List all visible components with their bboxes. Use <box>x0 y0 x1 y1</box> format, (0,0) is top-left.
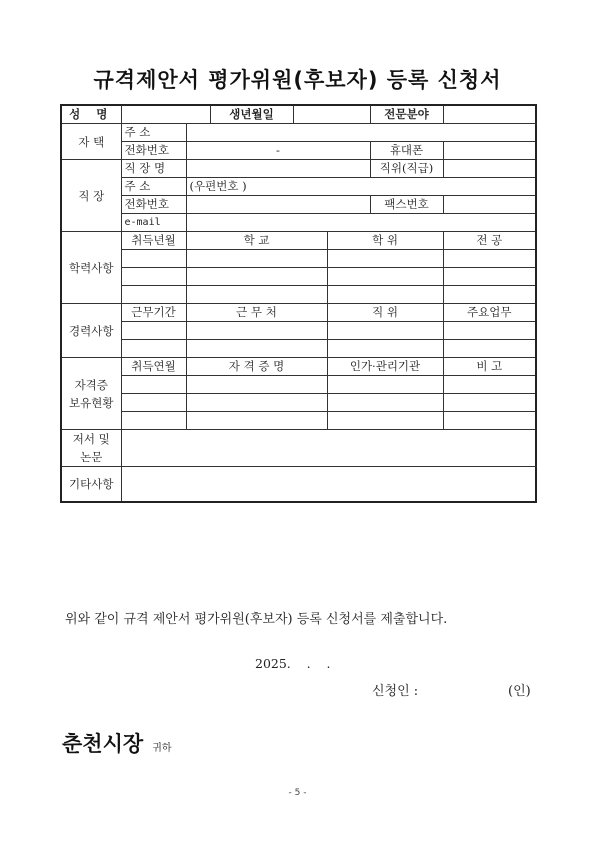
education-header-row <box>61 232 536 250</box>
career-header-row <box>61 304 536 322</box>
work-email-row <box>61 214 536 232</box>
certificates-col-date: 취득연월 <box>121 358 186 376</box>
position-field[interactable] <box>443 160 536 178</box>
name-field[interactable] <box>121 105 210 124</box>
education-section-label: 학력사항 <box>61 232 121 304</box>
name-label: 성 명 <box>61 105 121 124</box>
home-address-field[interactable] <box>186 124 536 142</box>
addressee <box>62 728 172 758</box>
home-phone-field[interactable]: - <box>186 142 370 160</box>
fax-field[interactable] <box>443 196 536 214</box>
career-col-duties: 주요업무 <box>443 304 536 322</box>
education-col-degree: 학 위 <box>327 232 443 250</box>
honorific: 귀하 <box>152 743 172 754</box>
postal-code-field[interactable]: (우편번호 ) <box>186 178 536 196</box>
table-row <box>61 250 536 268</box>
career-col-period: 근무기간 <box>121 304 186 322</box>
field-label: 전문분야 <box>370 105 443 124</box>
email-label: e-mail <box>121 214 186 232</box>
home-address-label: 주 소 <box>121 124 186 142</box>
certificates-col-authority: 인가·관리기관 <box>327 358 443 376</box>
certificates-col-name: 자 격 증 명 <box>186 358 327 376</box>
work-phone-label: 전화번호 <box>121 196 186 214</box>
career-section-label: 경력사항 <box>61 304 121 358</box>
certificates-label-line2: 보유현황 <box>69 395 114 410</box>
header-row <box>61 105 536 124</box>
email-field[interactable] <box>186 214 536 232</box>
birth-field[interactable] <box>293 105 370 124</box>
education-col-school: 학 교 <box>186 232 327 250</box>
birth-label: 생년월일 <box>210 105 293 124</box>
applicant-label: 신청인 : <box>372 684 419 699</box>
company-field[interactable] <box>186 160 370 178</box>
table-row <box>61 340 536 358</box>
declaration-statement: 위와 같이 규격 제안서 평가위원(후보자) 등록 신청서를 제출합니다. <box>65 612 448 627</box>
certificates-col-remarks: 비 고 <box>443 358 536 376</box>
work-section-label: 직 장 <box>61 160 121 232</box>
seal-mark: (인) <box>508 684 531 699</box>
home-phone-label: 전화번호 <box>121 142 186 160</box>
education-col-date: 취득년월 <box>121 232 186 250</box>
mayor-title: 춘천시장 <box>62 732 144 756</box>
publications-label-line2: 논문 <box>80 450 103 464</box>
mobile-label: 휴대폰 <box>370 142 443 160</box>
certificates-section-label <box>61 358 121 430</box>
work-phone-row <box>61 196 536 214</box>
work-address-label: 주 소 <box>121 178 186 196</box>
home-section-label: 자 택 <box>61 124 121 160</box>
career-col-workplace: 근 무 처 <box>186 304 327 322</box>
position-label: 직위(직급) <box>370 160 443 178</box>
career-col-position: 직 위 <box>327 304 443 322</box>
publications-label-line1: 저서 및 <box>72 432 110 446</box>
home-address-row <box>61 124 536 142</box>
publications-row <box>61 430 536 467</box>
form-title: 규격제안서 평가위원(후보자) 등록 신청서 <box>93 68 502 92</box>
company-label: 직 장 명 <box>121 160 186 178</box>
other-row <box>61 467 536 503</box>
home-phone-row <box>61 142 536 160</box>
publications-section-label <box>61 430 121 467</box>
education-col-major: 전 공 <box>443 232 536 250</box>
page-number: - 5 - <box>288 788 307 798</box>
application-form-table <box>60 104 537 503</box>
fax-label: 팩스번호 <box>370 196 443 214</box>
table-row <box>61 412 536 430</box>
field-field[interactable] <box>443 105 536 124</box>
publications-field[interactable] <box>121 430 536 467</box>
work-company-row <box>61 160 536 178</box>
table-row <box>61 376 536 394</box>
certificates-header-row <box>61 358 536 376</box>
work-phone-field[interactable] <box>186 196 370 214</box>
other-section-label: 기타사항 <box>61 467 121 503</box>
table-row <box>61 322 536 340</box>
mobile-field[interactable] <box>443 142 536 160</box>
other-field[interactable] <box>121 467 536 503</box>
table-row <box>61 286 536 304</box>
table-row <box>61 394 536 412</box>
table-row <box>61 268 536 286</box>
date-line: 2025. . . <box>255 656 331 671</box>
certificates-label-line1: 자격증 <box>74 377 108 392</box>
work-address-row <box>61 178 536 196</box>
